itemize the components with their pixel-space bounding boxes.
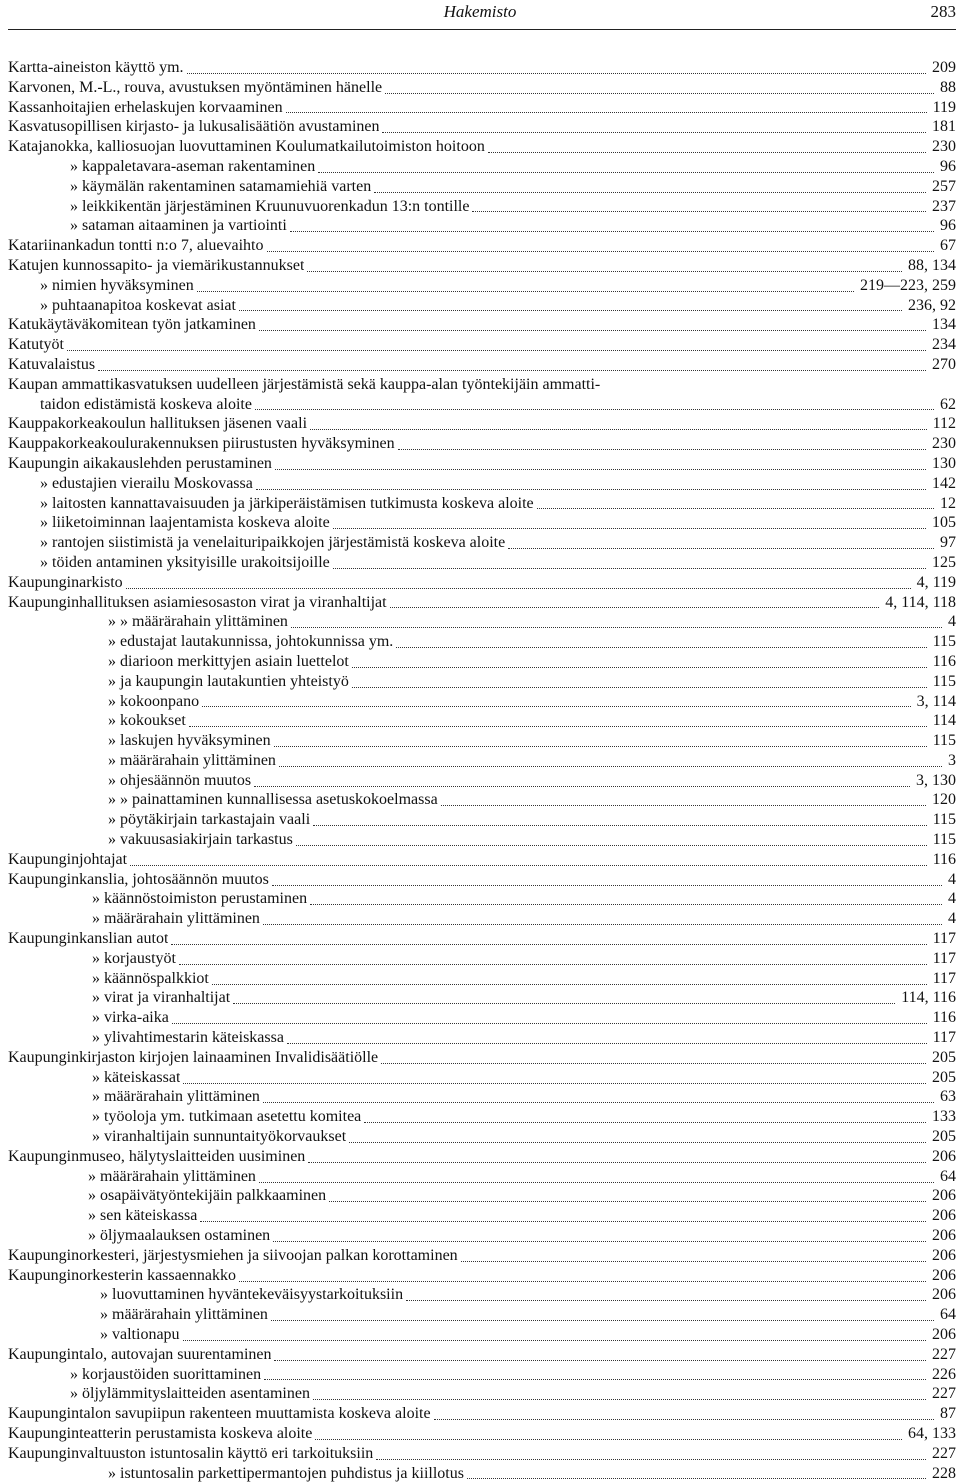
entry-text: Kaupungintalon savupiipun rakenteen muuttamista koskeva aloite <box>8 1405 431 1423</box>
entry-text: » kokoonpano <box>108 692 200 710</box>
dot-leader <box>313 824 926 826</box>
entry-pages: 117 <box>932 969 956 987</box>
dot-leader <box>263 1101 934 1103</box>
index-entry <box>0 790 960 810</box>
index-entry <box>0 1048 960 1068</box>
index-entry <box>0 1068 960 1088</box>
dot-leader <box>488 151 926 153</box>
dot-leader <box>254 785 910 787</box>
index-entry <box>0 58 960 78</box>
dot-leader <box>239 1280 926 1282</box>
entry-text: » kokoukset <box>108 712 186 730</box>
dot-leader <box>200 1220 926 1222</box>
entry-text: » töiden antaminen yksityisille urakoitsijoille <box>40 553 330 571</box>
entry-pages: 117 <box>932 949 956 967</box>
entry-pages: 12 <box>940 494 956 512</box>
dot-leader <box>352 686 927 688</box>
dot-leader <box>130 864 927 866</box>
entry-pages: 209 <box>932 59 956 76</box>
entry-pages: 133 <box>932 1108 956 1126</box>
dot-leader <box>233 1002 895 1004</box>
dot-leader <box>271 1319 934 1321</box>
entry-pages: 142 <box>932 474 956 492</box>
entry-pages: 4, 114, 118 <box>885 593 956 611</box>
entry-text: » valtionapu <box>100 1326 180 1343</box>
index-entry <box>0 1345 960 1365</box>
entry-text: » » määrärahain ylittäminen <box>108 613 288 631</box>
entry-pages: 119 <box>932 98 956 116</box>
dot-leader <box>274 745 927 747</box>
dot-leader <box>286 111 927 113</box>
entry-text: » kappaletavara-aseman rakentaminen <box>70 157 316 175</box>
index-entry <box>0 969 960 989</box>
entry-text: » korjaustöiden suorittaminen <box>70 1365 262 1383</box>
index-entry <box>0 533 960 553</box>
index-entry <box>0 177 960 197</box>
dot-leader <box>275 468 926 470</box>
dot-leader <box>183 1339 926 1341</box>
entry-pages: 112 <box>932 415 956 433</box>
entry-pages: 206 <box>932 1326 956 1343</box>
index-entry <box>0 1226 960 1246</box>
entry-pages: 117 <box>932 1029 956 1047</box>
entry-pages: 206 <box>932 1147 956 1165</box>
index-entry <box>0 672 960 692</box>
entry-text: » ohjesäännön muutos <box>108 771 252 789</box>
index-entry <box>0 850 960 870</box>
entry-text: Kaupunginhallituksen asiamiesosaston virat ja viranhaltijat <box>8 593 387 611</box>
entry-text: » sataman aitaaminen ja vartiointi <box>70 217 287 235</box>
entry-pages: 134 <box>932 316 956 334</box>
entry-pages: 206 <box>932 1246 956 1264</box>
entry-text: Kasvatusopillisen kirjasto- ja lukusalisäätiön avustaminen <box>8 118 380 136</box>
entry-pages: 219—223, 259 <box>860 276 956 294</box>
entry-pages: 257 <box>932 177 956 195</box>
index-entry <box>0 1087 960 1107</box>
entry-text: » laskujen hyväksyminen <box>108 732 271 750</box>
entry-pages: 87 <box>940 1405 956 1423</box>
index-entry <box>0 494 960 514</box>
dot-leader <box>310 903 942 905</box>
entry-text: Kaupunginarkisto <box>8 573 123 591</box>
entry-text: » käteiskassat <box>92 1068 181 1086</box>
entry-pages: 125 <box>932 553 956 571</box>
index-entry <box>0 78 960 98</box>
index-entry <box>0 375 960 395</box>
entry-pages: 4 <box>948 910 956 928</box>
entry-text: » öljylämmityslaitteiden asentaminen <box>70 1385 310 1403</box>
dot-leader <box>318 171 934 173</box>
entry-pages: 227 <box>932 1385 956 1403</box>
entry-pages: 4 <box>948 870 956 888</box>
dot-leader <box>441 804 926 806</box>
dot-leader <box>390 606 880 608</box>
index-entry <box>0 1464 960 1483</box>
dot-leader <box>273 1240 926 1242</box>
entry-text: » määrärahain ylittäminen <box>92 910 260 928</box>
index-entry <box>0 296 960 316</box>
index-entry <box>0 711 960 731</box>
entry-pages: 115 <box>932 811 956 829</box>
entry-text: » istuntosalin parkettipermantojen puhdistus ja kiillotus <box>108 1464 464 1482</box>
entry-pages: 115 <box>932 633 956 651</box>
index-entry <box>0 1424 960 1444</box>
entry-pages: 205 <box>932 1128 956 1146</box>
index-entry <box>0 692 960 712</box>
dot-leader <box>259 1181 934 1183</box>
index-entry <box>0 751 960 771</box>
entry-text: Katujen kunnossapito- ja viemärikustannukset <box>8 256 305 274</box>
entry-pages: 206 <box>932 1207 956 1225</box>
dot-leader <box>310 428 927 430</box>
entry-pages: 234 <box>932 336 956 354</box>
entry-pages: 227 <box>932 1345 956 1363</box>
entry-pages: 226 <box>932 1365 956 1383</box>
dot-leader <box>396 646 926 648</box>
entry-pages: 4, 119 <box>916 573 956 591</box>
entry-pages: 88, 134 <box>908 256 956 274</box>
index-entry <box>0 1147 960 1167</box>
entry-pages: 205 <box>932 1048 956 1066</box>
dot-leader <box>376 1458 926 1460</box>
dot-leader <box>329 1200 926 1202</box>
entry-text: » vakuusasiakirjain tarkastus <box>108 831 293 849</box>
dot-leader <box>255 408 934 410</box>
dot-leader <box>187 72 926 74</box>
index-entry <box>0 771 960 791</box>
index-entry <box>0 929 960 949</box>
entry-pages: 114, 116 <box>901 989 956 1007</box>
entry-text: » sen käteiskassa <box>88 1207 198 1225</box>
dot-leader <box>256 488 926 490</box>
entry-text: » edustajat lautakunnissa, johtokunnissa ym. <box>108 633 394 651</box>
entry-text: Katariinankadun tontti n:o 7, aluevaihto <box>8 237 264 255</box>
index-entry <box>0 434 960 454</box>
entry-text: Karvonen, M.-L., rouva, avustuksen myöntäminen hänelle <box>8 78 383 96</box>
index-entry <box>0 474 960 494</box>
entry-pages: 67 <box>940 237 956 255</box>
entry-pages: 63 <box>940 1088 956 1106</box>
entry-text: » pöytäkirjain tarkastajain vaali <box>108 811 311 829</box>
index-entry <box>0 117 960 137</box>
entry-pages: 105 <box>932 514 956 532</box>
entry-pages: 115 <box>932 732 956 750</box>
entry-pages: 115 <box>932 672 956 690</box>
entry-pages: 115 <box>932 831 956 849</box>
index-entry <box>0 1028 960 1048</box>
index-entry <box>0 1444 960 1464</box>
dot-leader <box>272 884 942 886</box>
dot-leader <box>537 507 934 509</box>
entry-text: » liiketoiminnan laajentamista koskeva aloite <box>40 514 330 532</box>
entry-text: » viranhaltijain sunnuntaityökorvaukset <box>92 1128 347 1146</box>
entry-text: » määrärahain ylittäminen <box>100 1306 268 1324</box>
index-entry <box>0 216 960 236</box>
index-entry <box>0 1365 960 1385</box>
index-entry <box>0 870 960 890</box>
index-entry <box>0 395 960 415</box>
index-entry <box>0 315 960 335</box>
entry-text: Kaupunginmuseo, hälytyslaitteiden uusiminen <box>8 1147 306 1165</box>
index-entry <box>0 157 960 177</box>
dot-leader <box>406 1299 926 1301</box>
entry-text: » ja kaupungin lautakuntien yhteistyö <box>108 672 349 690</box>
entry-text: Kartta-aineiston käyttö ym. <box>8 59 184 76</box>
dot-leader <box>382 131 926 133</box>
index-entry <box>0 1384 960 1404</box>
entry-text: » määrärahain ylittäminen <box>108 751 276 769</box>
entry-pages: 62 <box>940 395 956 413</box>
dot-leader <box>263 923 942 925</box>
entry-text: Kaupunginkanslian autot <box>8 930 169 948</box>
index-entry <box>0 1127 960 1147</box>
entry-text: Kaupungintalo, autovajan suurentaminen <box>8 1345 272 1363</box>
entry-text: Kaupan ammattikasvatuksen uudelleen järjestämistä sekä kauppa-alan työntekijäin ammatti- <box>8 375 601 393</box>
entry-pages: 230 <box>932 435 956 453</box>
index-entry <box>0 1246 960 1266</box>
index-entry <box>0 1285 960 1305</box>
dot-leader <box>333 527 926 529</box>
index-entry <box>0 889 960 909</box>
entry-pages: 116 <box>932 1009 956 1027</box>
index-entry <box>0 988 960 1008</box>
dot-leader <box>202 705 910 707</box>
entry-text: Kassanhoitajien erhelaskujen korvaaminen <box>8 98 283 116</box>
dot-leader <box>398 448 926 450</box>
dot-leader <box>349 1141 926 1143</box>
index-entry <box>0 652 960 672</box>
dot-leader <box>308 1161 926 1163</box>
entry-pages: 116 <box>932 850 956 868</box>
entry-text: Kauppakorkeakoulurakennuksen piirustusten hyväksyminen <box>8 435 395 453</box>
entry-text: » käymälän rakentaminen satamamiehiä varten <box>70 177 372 195</box>
entry-pages: 64 <box>940 1167 956 1185</box>
dot-leader <box>508 547 934 549</box>
entry-pages: 120 <box>932 791 956 809</box>
index-entry <box>0 1266 960 1286</box>
entry-text: Katajanokka, kalliosuojan luovuttaminen Koulumatkailutoimiston hoitoon <box>8 138 485 156</box>
entry-text: » virka-aika <box>92 1009 169 1027</box>
dot-leader <box>313 1398 926 1400</box>
dot-leader <box>274 1359 926 1361</box>
index-entry <box>0 276 960 296</box>
index-entry <box>0 1107 960 1127</box>
index-entry <box>0 1167 960 1187</box>
entry-pages: 3, 130 <box>916 771 956 789</box>
index-entries <box>0 58 960 1483</box>
entry-pages: 116 <box>932 652 956 670</box>
entry-text: Kaupungin aikakauslehden perustaminen <box>8 454 272 472</box>
entry-pages: 206 <box>932 1286 956 1304</box>
entry-text: » korjaustyöt <box>92 949 176 967</box>
dot-leader <box>434 1418 934 1420</box>
entry-pages: 205 <box>932 1068 956 1086</box>
dot-leader <box>98 369 926 371</box>
index-entry <box>0 256 960 276</box>
dot-leader <box>183 1082 926 1084</box>
entry-text: » puhtaanapitoa koskevat asiat <box>40 296 236 314</box>
dot-leader <box>67 349 926 351</box>
dot-leader <box>171 943 926 945</box>
entry-text: » virat ja viranhaltijat <box>92 989 231 1007</box>
entry-pages: 236, 92 <box>908 296 956 314</box>
entry-text: Kaupunginteatterin perustamista koskeva aloite <box>8 1424 313 1442</box>
entry-pages: 270 <box>932 355 956 373</box>
dot-leader <box>472 210 926 212</box>
dot-leader <box>296 844 927 846</box>
entry-text: » edustajien vierailu Moskovassa <box>40 474 253 492</box>
index-entry <box>0 98 960 118</box>
index-entry <box>0 949 960 969</box>
dot-leader <box>267 250 935 252</box>
dot-leader <box>189 725 927 727</box>
entry-text: Kauppakorkeakoulun hallituksen jäsenen vaali <box>8 415 308 433</box>
entry-pages: 88 <box>940 78 956 96</box>
dot-leader <box>179 963 927 965</box>
index-entry <box>0 1305 960 1325</box>
index-entry <box>0 553 960 573</box>
dot-leader <box>290 230 934 232</box>
dot-leader <box>385 92 934 94</box>
index-entry <box>0 731 960 751</box>
entry-pages: 3, 114 <box>916 692 956 710</box>
entry-pages: 3 <box>948 751 956 769</box>
entry-text: » käännöspalkkiot <box>92 969 209 987</box>
entry-pages: 206 <box>932 1266 956 1284</box>
dot-leader <box>381 1062 926 1064</box>
entry-pages: 206 <box>932 1227 956 1245</box>
index-entry <box>0 335 960 355</box>
entry-text: » leikkikentän järjestäminen Kruunuvuorenkadun 13:n tontille <box>70 197 470 215</box>
entry-text: » luovuttaminen hyväntekeväisyystarkoituksiin <box>100 1286 404 1304</box>
dot-leader <box>259 329 926 331</box>
entry-text: Kaupunginjohtajat <box>8 850 128 868</box>
dot-leader <box>291 626 942 628</box>
index-entry <box>0 573 960 593</box>
dot-leader <box>279 765 942 767</box>
index-entry <box>0 1206 960 1226</box>
entry-pages: 64 <box>940 1306 956 1324</box>
dot-leader <box>364 1121 926 1123</box>
entry-text: Kaupunginvaltuuston istuntosalin käyttö eri tarkoituksiin <box>8 1444 374 1462</box>
dot-leader <box>172 1022 927 1024</box>
index-entry <box>0 137 960 157</box>
index-entry <box>0 593 960 613</box>
dot-leader <box>333 567 926 569</box>
index-entry <box>0 909 960 929</box>
index-entry <box>0 1008 960 1028</box>
entry-text: » » painattaminen kunnallisessa asetuskokoelmassa <box>108 791 438 809</box>
entry-pages: 97 <box>940 534 956 552</box>
index-entry <box>0 1186 960 1206</box>
index-entry <box>0 414 960 434</box>
dot-leader <box>212 983 927 985</box>
entry-text: » osapäivätyöntekijäin palkkaaminen <box>88 1187 327 1205</box>
entry-text: Kaupunginorkesteri, järjestysmiehen ja siivoojan palkan korottaminen <box>8 1246 458 1264</box>
entry-pages: 206 <box>932 1187 956 1205</box>
entry-text: Kaupunginkirjaston kirjojen lainaaminen Invalidisäätiölle <box>8 1048 379 1066</box>
index-entry <box>0 830 960 850</box>
entry-pages: 237 <box>932 197 956 215</box>
entry-pages: 117 <box>932 930 956 948</box>
entry-text: » rantojen siistimistä ja venelaituripaikkojen järjestämistä koskeva aloite <box>40 534 506 552</box>
entry-text: » työoloja ym. tutkimaan asetettu komitea <box>92 1108 362 1126</box>
entry-pages: 64, 133 <box>908 1424 956 1442</box>
entry-pages: 228 <box>932 1464 956 1482</box>
entry-text: » nimien hyväksyminen <box>40 276 194 294</box>
entry-text: » käännöstoimiston perustaminen <box>92 890 308 908</box>
dot-leader <box>315 1438 902 1440</box>
dot-leader <box>461 1260 926 1262</box>
index-entry <box>0 454 960 474</box>
entry-pages: 114 <box>932 712 956 730</box>
page-number: 283 <box>930 2 956 21</box>
entry-text: Kaupunginkanslia, johtosäännön muutos <box>8 870 269 888</box>
entry-text: » määrärahain ylittäminen <box>88 1167 256 1185</box>
page-title: Hakemisto <box>443 2 517 21</box>
entry-text: » öljymaalauksen ostaminen <box>88 1227 271 1245</box>
index-entry <box>0 1404 960 1424</box>
entry-pages: 227 <box>932 1444 956 1462</box>
index-entry <box>0 236 960 256</box>
dot-leader <box>307 270 902 272</box>
entry-text: » diarioon merkittyjen asiain luettelot <box>108 652 349 670</box>
entry-text: » ylivahtimestarin käteiskassa <box>92 1029 284 1047</box>
entry-text: » laitosten kannattavaisuuden ja järkiperäistämisen tutkimusta koskeva aloite <box>40 494 534 512</box>
dot-leader <box>239 309 902 311</box>
entry-text: Katuvalaistus <box>8 355 96 373</box>
index-entry <box>0 810 960 830</box>
index-entry <box>0 513 960 533</box>
index-entry <box>0 197 960 217</box>
entry-text: Katukäytäväkomitean työn jatkaminen <box>8 316 256 334</box>
dot-leader <box>352 666 927 668</box>
entry-pages: 230 <box>932 138 956 156</box>
entry-text: Kaupunginorkesterin kassaennakko <box>8 1266 236 1284</box>
entry-pages: 181 <box>932 118 956 136</box>
dot-leader <box>374 191 926 193</box>
index-entry <box>0 355 960 375</box>
dot-leader <box>197 290 854 292</box>
entry-text: » määrärahain ylittäminen <box>92 1088 260 1106</box>
index-entry <box>0 1325 960 1345</box>
entry-text: Katutyöt <box>8 336 64 354</box>
dot-leader <box>287 1042 927 1044</box>
dot-leader <box>264 1378 926 1380</box>
entry-pages: 96 <box>940 217 956 235</box>
entry-pages: 130 <box>932 454 956 472</box>
page-header <box>0 0 960 24</box>
entry-pages: 4 <box>948 890 956 908</box>
entry-pages: 4 <box>948 613 956 631</box>
index-entry <box>0 632 960 652</box>
entry-pages: 96 <box>940 157 956 175</box>
dot-leader <box>126 587 911 589</box>
header-rule <box>8 29 956 30</box>
index-entry <box>0 612 960 632</box>
entry-text: taidon edistämistä koskeva aloite <box>40 395 252 413</box>
